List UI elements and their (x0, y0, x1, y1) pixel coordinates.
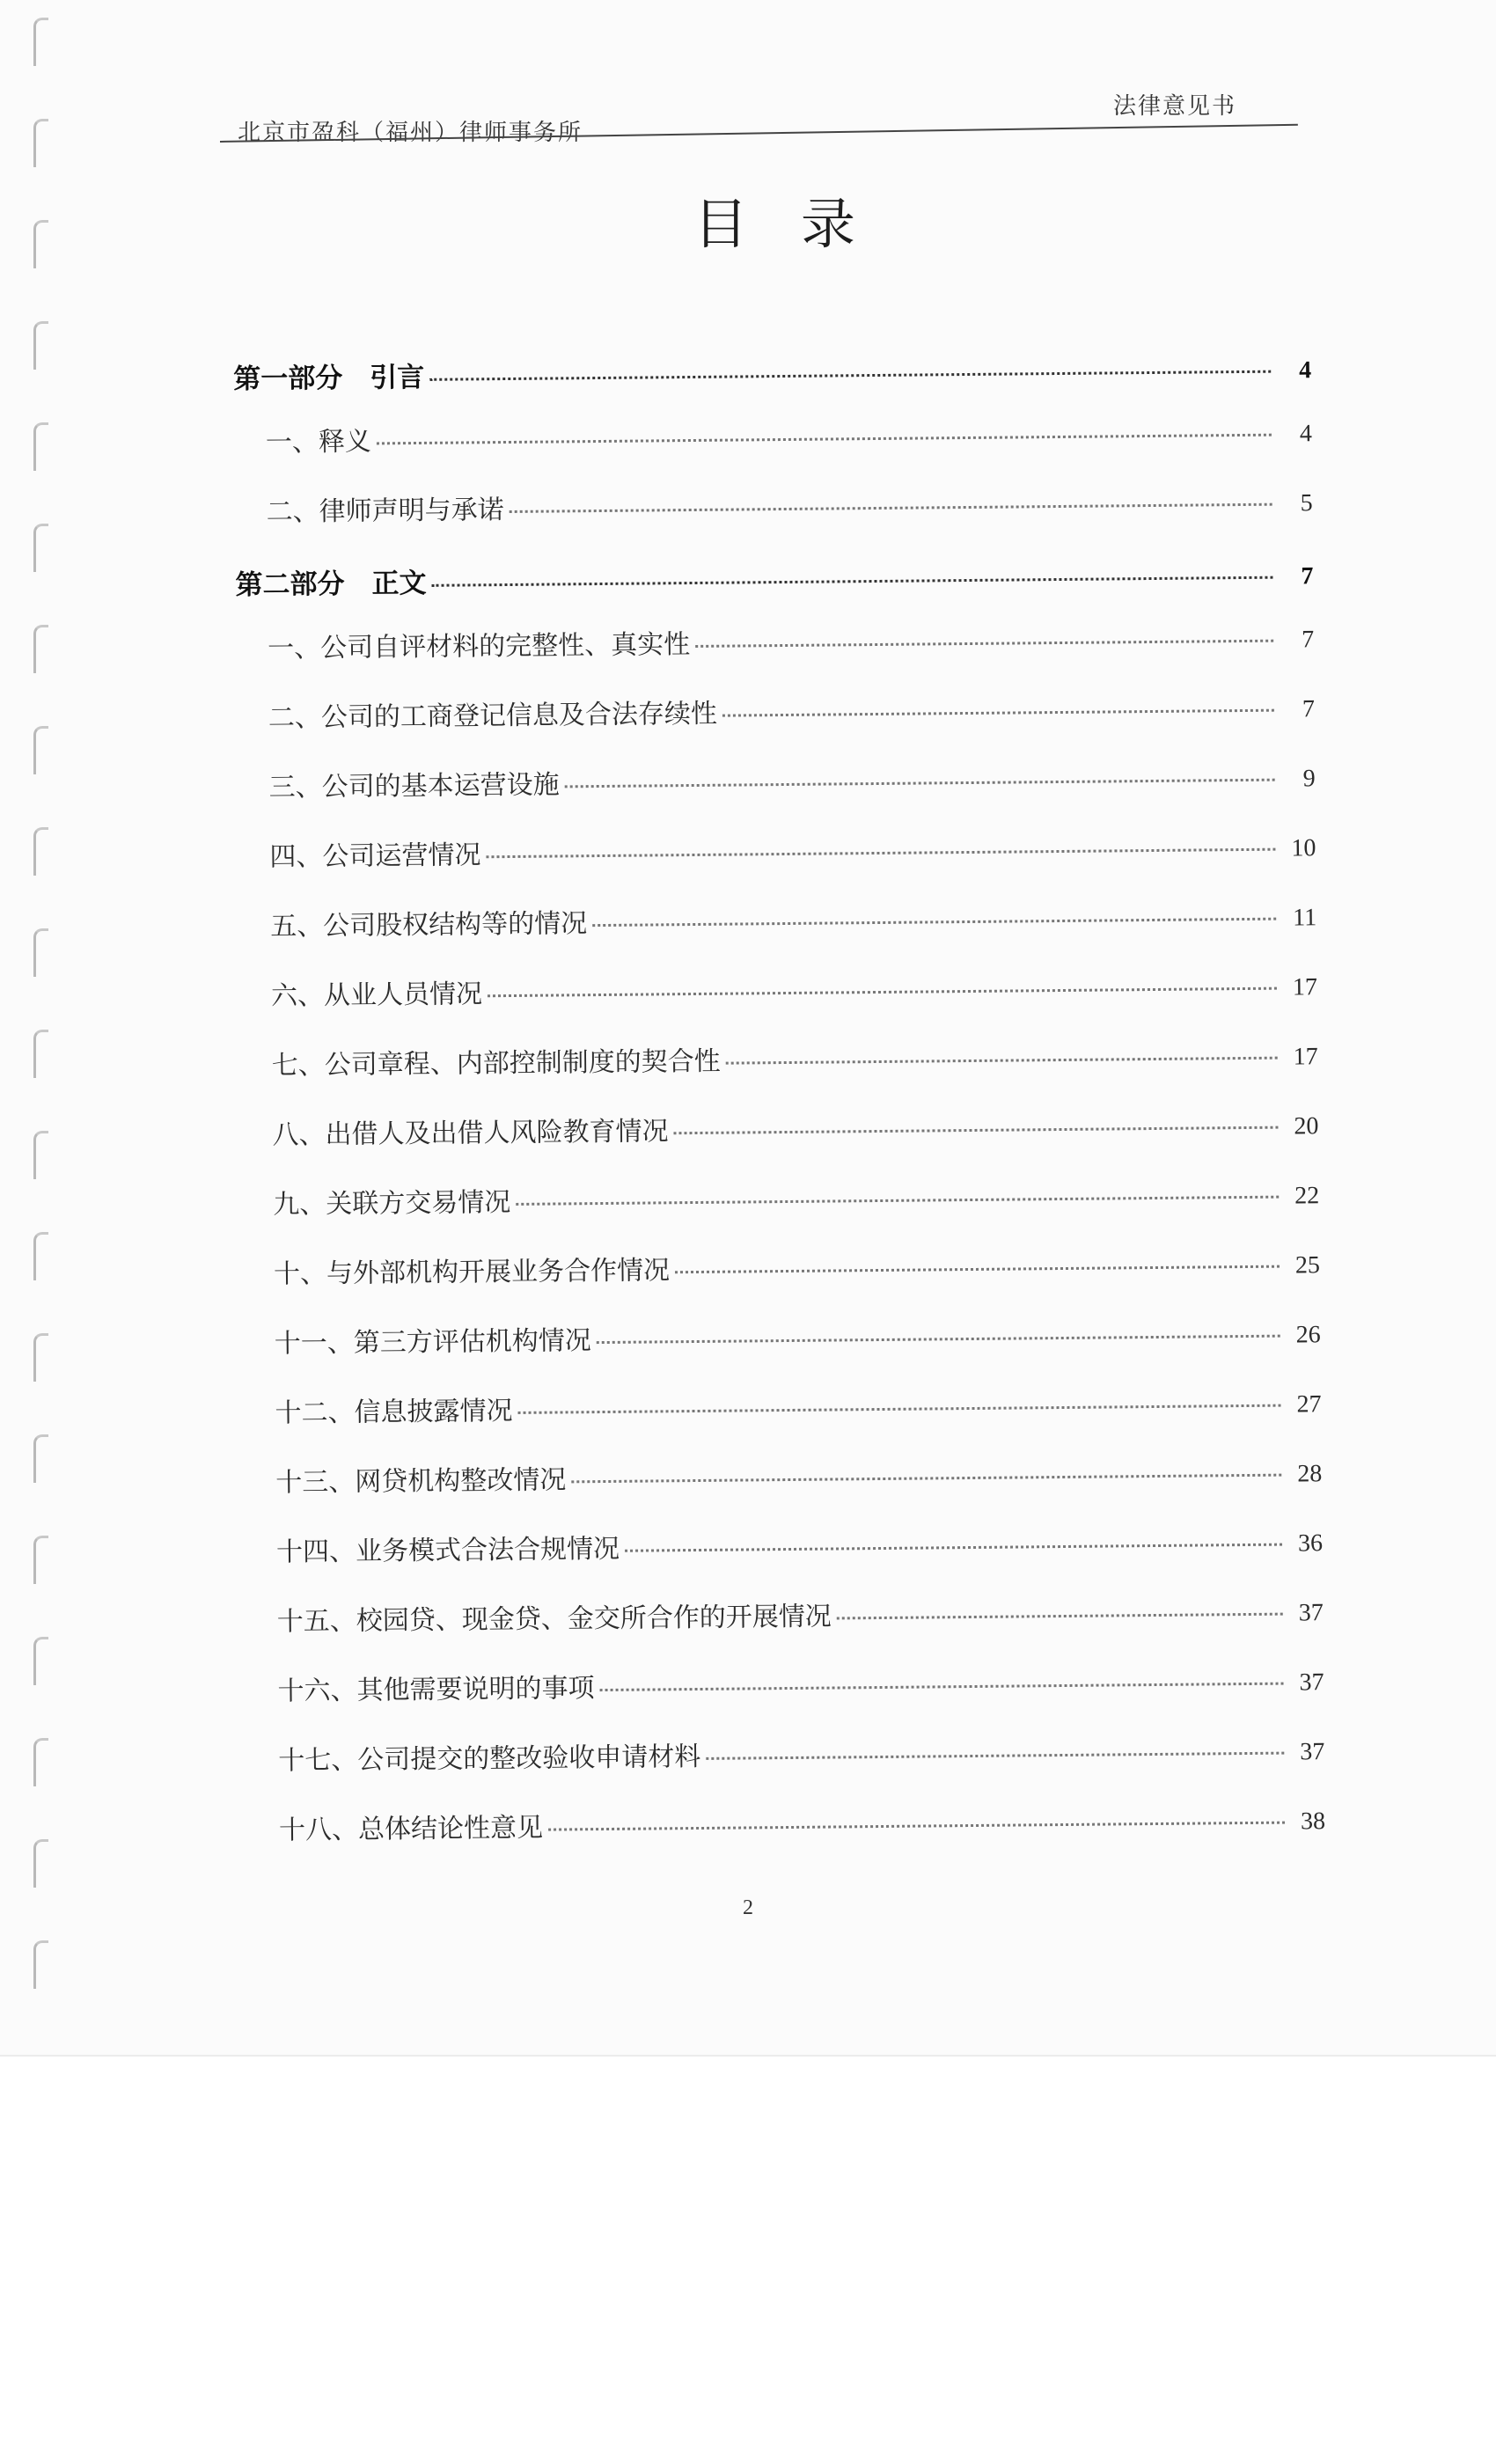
page-title: 目录 (693, 192, 908, 256)
toc-entry-label: 十六、其他需要说明的事项 (277, 1673, 595, 1707)
toc-entry-label: 二、律师声明与承诺 (266, 495, 504, 528)
toc-entry-label: 二、公司的工商登记信息及合法存续性 (268, 698, 718, 734)
toc-entry-page: 4 (1299, 420, 1313, 448)
toc-entry-label: 十、与外部机构开展业务合作情况 (273, 1255, 671, 1290)
binding-hole (33, 928, 48, 977)
toc-entry (246, 1589, 1324, 1639)
toc-entry-page: 17 (1293, 1043, 1318, 1071)
toc-dot-leader (510, 503, 1272, 513)
toc-entry (234, 410, 1312, 459)
page-number: 2 (743, 1896, 753, 1919)
toc-entry (236, 616, 1314, 665)
toc-dot-leader (837, 1613, 1283, 1620)
toc-entry-label: 十五、校园贷、现金贷、金交所合作的开展情况 (276, 1601, 832, 1638)
toc-dot-leader (518, 1404, 1281, 1414)
toc-entry-page: 37 (1298, 1599, 1324, 1627)
toc-entry (247, 1798, 1325, 1847)
toc-entry (239, 964, 1317, 1013)
toc-dot-leader (695, 640, 1273, 648)
toc-entry-label: 十七、公司提交的整改验收申请材料 (278, 1741, 701, 1777)
toc-entry-label: 三、公司的基本运营设施 (268, 769, 560, 803)
binding-hole (33, 827, 48, 876)
toc-entry-label: 十八、总体结论性意见 (278, 1812, 544, 1846)
toc-entry-page: 28 (1297, 1460, 1323, 1488)
toc-entry-page: 4 (1299, 356, 1312, 385)
binding-hole (33, 1637, 48, 1685)
document-type: 法律意见书 (1112, 93, 1236, 120)
toc-entry-label: 十一、第三方评估机构情况 (274, 1325, 591, 1360)
toc-dot-leader (377, 434, 1272, 445)
binding-hole (33, 1333, 48, 1382)
toc-entry-page: 10 (1291, 834, 1316, 862)
toc-dot-leader (722, 709, 1274, 717)
toc-entry-label: 九、关联方交易情况 (273, 1187, 511, 1221)
toc-entry (242, 1242, 1320, 1291)
toc-entry-page: 7 (1301, 562, 1314, 590)
toc-entry-page: 37 (1300, 1738, 1325, 1766)
binding-holes (26, 9, 97, 2050)
toc-dot-leader (726, 1057, 1278, 1065)
toc-entry-label: 一、公司自评材料的完整性、真实性 (268, 629, 691, 664)
toc-entry (237, 755, 1315, 804)
toc-dot-leader (571, 1474, 1281, 1484)
toc-entry (241, 1172, 1319, 1221)
toc-dot-leader (488, 987, 1277, 998)
toc-dot-leader (597, 1335, 1280, 1344)
binding-hole (33, 119, 48, 167)
toc-entry-page: 36 (1297, 1529, 1324, 1558)
binding-hole (33, 321, 48, 370)
toc-dot-leader (516, 1196, 1279, 1206)
toc-entry (238, 825, 1316, 874)
binding-hole (33, 1940, 48, 1989)
toc-entry-label: 一、释义 (265, 426, 372, 458)
toc-dot-leader (625, 1544, 1282, 1552)
toc-entry (246, 1728, 1324, 1778)
table-of-contents (233, 346, 1326, 1878)
toc-entry-page: 26 (1295, 1321, 1321, 1349)
toc-entry-label: 第二部分 正文 (235, 567, 427, 601)
binding-hole (33, 1232, 48, 1280)
toc-entry-page: 38 (1300, 1808, 1326, 1836)
toc-entry-page: 37 (1299, 1668, 1324, 1697)
toc-entry (237, 686, 1315, 735)
toc-entry-label: 六、从业人员情况 (270, 979, 483, 1012)
toc-entry-page: 7 (1302, 695, 1316, 723)
toc-dot-leader (548, 1822, 1285, 1831)
toc-entry-page: 20 (1294, 1112, 1319, 1140)
toc-part-entry (235, 552, 1313, 602)
toc-entry (245, 1520, 1323, 1569)
toc-entry-label: 四、公司运营情况 (269, 840, 481, 873)
toc-entry-page: 9 (1302, 765, 1316, 793)
toc-entry (240, 1103, 1318, 1152)
toc-entry (238, 894, 1316, 943)
binding-hole (33, 1434, 48, 1483)
toc-dot-leader (429, 370, 1271, 381)
toc-entry (243, 1381, 1321, 1430)
binding-hole (33, 625, 48, 673)
toc-entry-page: 7 (1301, 626, 1315, 654)
toc-entry-label: 五、公司股权结构等的情况 (270, 908, 588, 942)
toc-entry-label: 十四、业务模式合法合规情况 (275, 1533, 620, 1568)
toc-dot-leader (706, 1752, 1284, 1760)
toc-entry-page: 17 (1292, 973, 1318, 1001)
toc-entry-label: 十二、信息披露情况 (275, 1396, 513, 1429)
binding-hole (33, 18, 48, 66)
toc-dot-leader (600, 1683, 1284, 1691)
toc-dot-leader (486, 848, 1275, 859)
toc-entry-page: 11 (1293, 904, 1317, 932)
binding-hole (33, 1536, 48, 1584)
binding-hole (33, 726, 48, 774)
toc-dot-leader (565, 779, 1275, 788)
toc-entry (246, 1659, 1324, 1708)
toc-entry (234, 480, 1312, 529)
binding-hole (33, 1839, 48, 1888)
stamp-edge-mark (1456, 942, 1474, 1038)
toc-entry-label: 七、公司章程、内部控制制度的契合性 (271, 1045, 721, 1082)
toc-dot-leader (675, 1265, 1280, 1274)
binding-hole (33, 422, 48, 471)
binding-hole (33, 1738, 48, 1786)
toc-entry-label: 八、出借人及出借人风险教育情况 (272, 1116, 669, 1151)
binding-hole (33, 1131, 48, 1179)
toc-dot-leader (673, 1126, 1278, 1135)
toc-entry (244, 1450, 1322, 1500)
firm-name: 北京市盈科（福州）律师事务所 (238, 120, 583, 146)
toc-entry-label: 十三、网贷机构整改情况 (275, 1464, 567, 1499)
toc-entry-page: 22 (1294, 1182, 1320, 1210)
toc-entry-page: 5 (1300, 489, 1313, 517)
toc-entry (243, 1311, 1321, 1360)
toc-entry-page: 25 (1294, 1251, 1321, 1280)
toc-dot-leader (592, 918, 1276, 927)
toc-entry-label: 第一部分 引言 (233, 361, 425, 395)
binding-hole (33, 1030, 48, 1078)
binding-hole (33, 524, 48, 572)
page-header (220, 88, 1298, 150)
toc-entry-page: 27 (1296, 1390, 1322, 1419)
toc-dot-leader (431, 576, 1272, 587)
toc-entry (239, 1033, 1317, 1082)
